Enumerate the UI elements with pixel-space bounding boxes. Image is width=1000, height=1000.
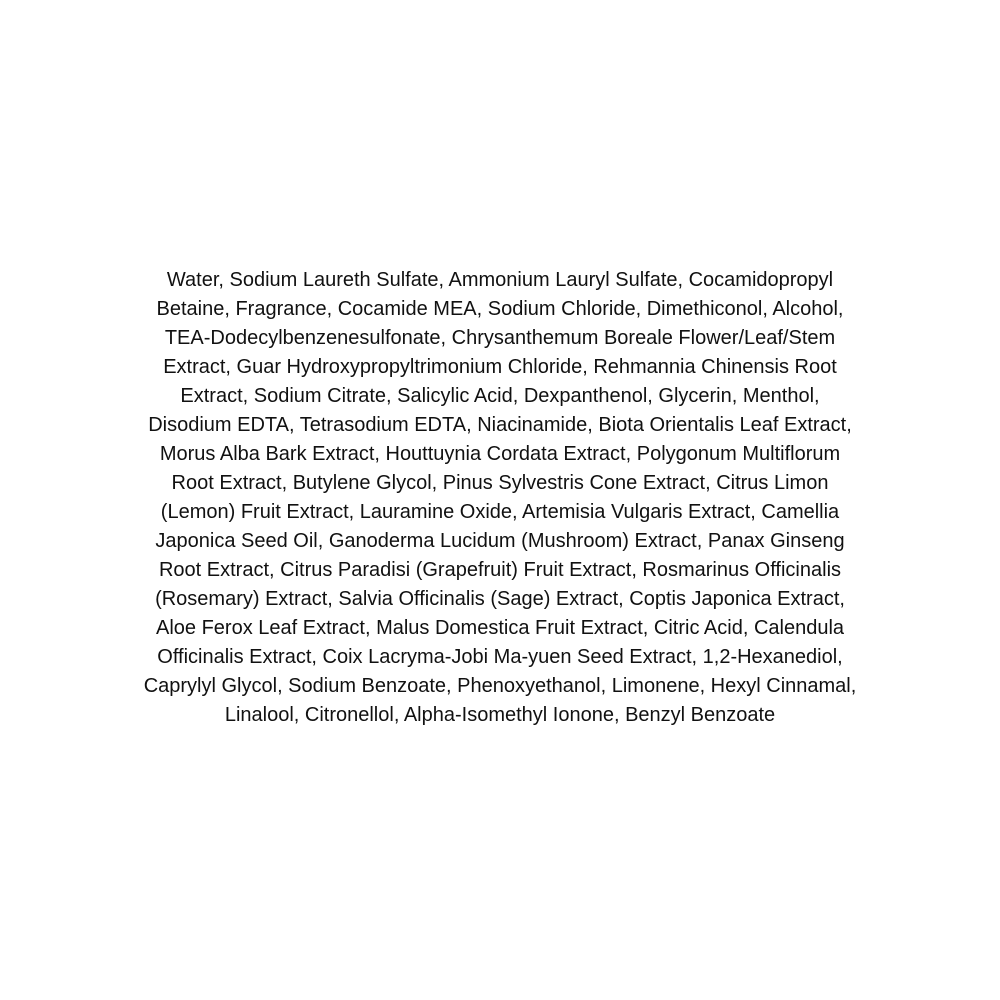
ingredients-line: Japonica Seed Oil, Ganoderma Lucidum (Mushroom) Extract, Panax Ginseng: [155, 530, 845, 552]
ingredients-line: Officinalis Extract, Coix Lacryma-Jobi Ma-yuen Seed Extract, 1,2-Hexanediol,: [157, 646, 843, 668]
ingredients-line: Betaine, Fragrance, Cocamide MEA, Sodium Chloride, Dimethiconol, Alcohol,: [156, 298, 844, 320]
ingredients-line: Linalool, Citronellol, Alpha-Isomethyl Ionone, Benzyl Benzoate: [224, 704, 776, 726]
ingredients-line: Water, Sodium Laureth Sulfate, Ammonium Lauryl Sulfate, Cocamidopropyl: [166, 269, 834, 291]
ingredients-line: (Rosemary) Extract, Salvia Officinalis (Sage) Extract, Coptis Japonica Extract,: [155, 588, 845, 610]
ingredients-list: [100, 266, 900, 730]
ingredients-line: Disodium EDTA, Tetrasodium EDTA, Niacinamide, Biota Orientalis Leaf Extract,: [148, 414, 852, 436]
ingredients-line: Root Extract, Citrus Paradisi (Grapefruit) Fruit Extract, Rosmarinus Officinalis: [158, 559, 842, 581]
ingredients-line: Root Extract, Butylene Glycol, Pinus Sylvestris Cone Extract, Citrus Limon: [171, 472, 829, 494]
ingredients-line: (Lemon) Fruit Extract, Lauramine Oxide, Artemisia Vulgaris Extract, Camellia: [160, 501, 840, 523]
ingredients-line: Morus Alba Bark Extract, Houttuynia Cordata Extract, Polygonum Multiflorum: [159, 443, 841, 465]
ingredients-line: TEA-Dodecylbenzenesulfonate, Chrysanthemum Boreale Flower/Leaf/Stem: [164, 327, 836, 349]
ingredients-line: Caprylyl Glycol, Sodium Benzoate, Phenoxyethanol, Limonene, Hexyl Cinnamal,: [143, 675, 857, 697]
ingredients-line: Extract, Sodium Citrate, Salicylic Acid, Dexpanthenol, Glycerin, Menthol,: [180, 385, 820, 407]
ingredients-line: Aloe Ferox Leaf Extract, Malus Domestica Fruit Extract, Citric Acid, Calendula: [155, 617, 845, 639]
ingredients-line: Extract, Guar Hydroxypropyltrimonium Chloride, Rehmannia Chinensis Root: [163, 356, 837, 378]
